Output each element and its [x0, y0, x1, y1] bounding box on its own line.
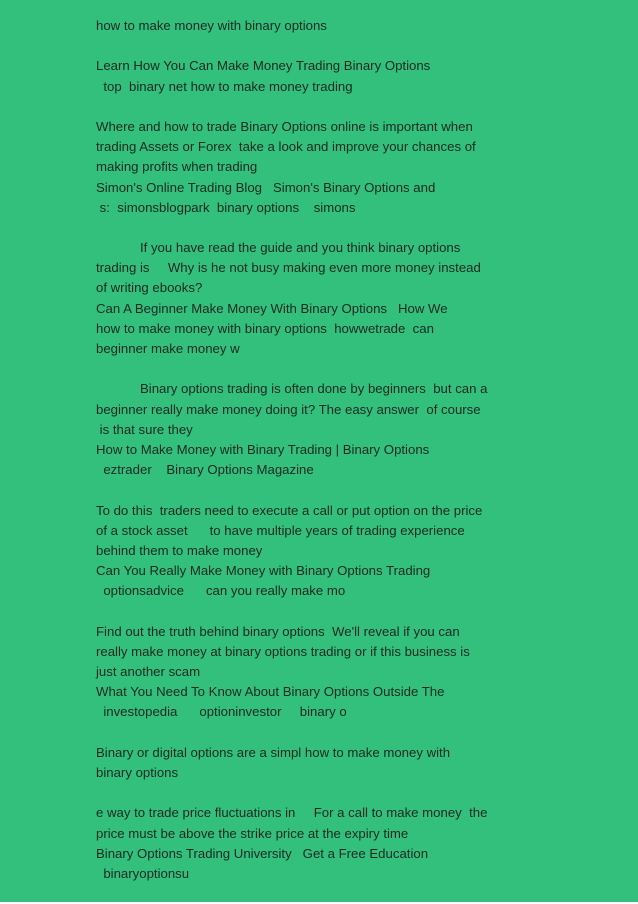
text-line: How to Make Money with Binary Trading | Binary Options	[96, 441, 430, 457]
text-line: Can A Beginner Make Money With Binary Options How We	[96, 300, 448, 316]
text-line: Binary options trading is often done by beginners but can a	[96, 381, 488, 397]
text-line: Can You Really Make Money with Binary Options Trading	[96, 563, 431, 579]
document-body	[96, 16, 536, 884]
text-line: making profits when trading	[96, 159, 258, 175]
text-line: e way to trade price fluctuations in For a call to make money the	[96, 805, 488, 821]
text-line: investopedia optioninvestor binary o	[96, 704, 347, 720]
text-line: Where and how to trade Binary Options online is important when	[96, 118, 473, 134]
blank-line	[96, 723, 536, 743]
text-line: trading is Why is he not busy making even more money instead	[96, 260, 481, 276]
blank-line	[96, 218, 536, 238]
text-line: Find out the truth behind binary options We'll reveal if you can	[96, 623, 460, 639]
text-line: how to make money with binary options	[96, 18, 327, 33]
text-line: Simon's Online Trading Blog Simon's Binary Options and	[96, 179, 436, 195]
text-line: If you have read the guide and you think binary options	[96, 240, 461, 256]
text-line: just another scam	[96, 664, 201, 679]
text-line: really make money at binary options trading or if this business is	[96, 643, 470, 659]
text-line: binaryoptionsu	[96, 865, 190, 881]
text-line: is that sure they	[96, 421, 193, 437]
text-line: trading Assets or Forex take a look and improve your chances of	[96, 139, 476, 155]
blank-line	[96, 480, 536, 500]
text-line: of a stock asset to have multiple years of trading experience	[96, 522, 465, 538]
blank-line	[96, 359, 536, 379]
text-line: how to make money with binary options howwetrade can	[96, 320, 434, 336]
blank-line	[96, 783, 536, 803]
blank-line	[96, 97, 536, 117]
text-line: beginner make money w	[96, 341, 240, 356]
text-line: beginner really make money doing it? The easy answer of course	[96, 401, 481, 417]
blank-line	[96, 36, 536, 56]
text-line: optionsadvice can you really make mo	[96, 583, 346, 599]
text-line: of writing ebooks?	[96, 280, 203, 296]
text-line: top binary net how to make money trading	[96, 78, 353, 94]
text-line: What You Need To Know About Binary Options Outside The	[96, 684, 445, 700]
text-line: eztrader Binary Options Magazine	[96, 462, 314, 478]
text-line: Binary or digital options are a simpl how to make money with	[96, 744, 451, 760]
text-line: Learn How You Can Make Money Trading Binary Options	[96, 58, 431, 74]
text-line: Binary Options Trading University Get a Free Education	[96, 845, 429, 861]
text-line: binary options	[96, 764, 179, 780]
blank-line	[96, 601, 536, 621]
text-line: s: simonsblogpark binary options simons	[96, 199, 356, 215]
text-line: behind them to make money	[96, 542, 263, 558]
text-line: price must be above the strike price at the expiry time	[96, 825, 409, 841]
text-line: To do this traders need to execute a call or put option on the price	[96, 502, 483, 518]
